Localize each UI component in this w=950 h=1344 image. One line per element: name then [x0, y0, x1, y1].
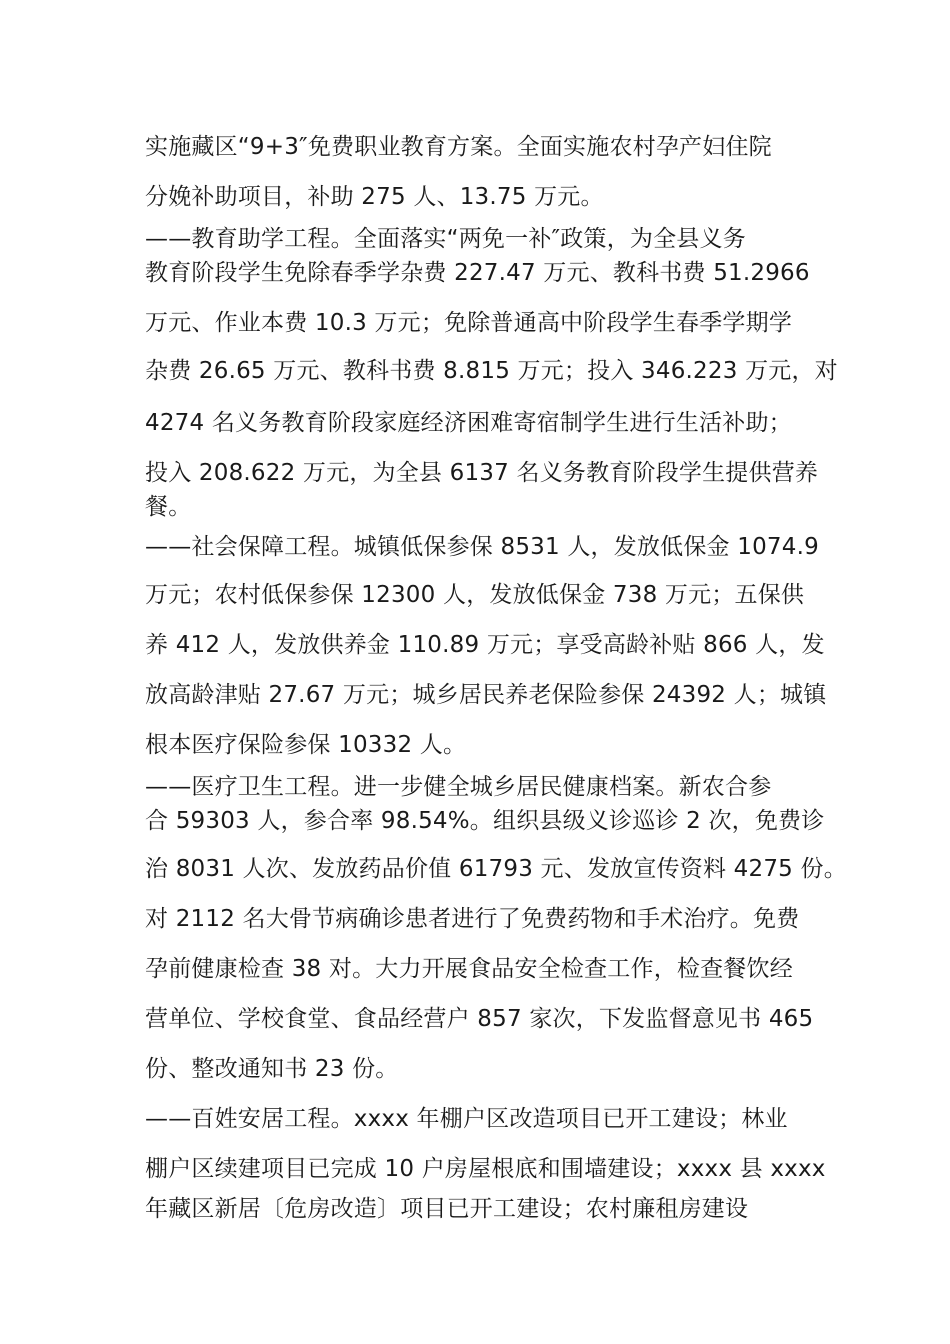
- text-line: 餐。: [145, 494, 192, 520]
- text-line: 棚户区续建项目已完成 10 户房屋根底和围墙建设；xxxx 县 xxxx: [145, 1156, 826, 1182]
- text-line: ——教育助学工程。全面落实“两免一补″政策，为全县义务: [145, 226, 746, 252]
- text-line: 万元、作业本费 10.3 万元；免除普通高中阶段学生春季学期学: [145, 310, 793, 336]
- text-line: 份、整改通知书 23 份。: [145, 1056, 399, 1082]
- text-line: 营单位、学校食堂、食品经营户 857 家次，下发监督意见书 465: [145, 1006, 814, 1032]
- text-line: 养 412 人，发放供养金 110.89 万元；享受高龄补贴 866 人，发: [145, 632, 825, 658]
- text-line: ——医疗卫生工程。进一步健全城乡居民健康档案。新农合参: [145, 774, 772, 800]
- text-line: 投入 208.622 万元，为全县 6137 名义务教育阶段学生提供营养: [145, 460, 819, 486]
- text-line: ——社会保障工程。城镇低保参保 8531 人，发放低保金 1074.9: [145, 534, 819, 560]
- text-line: 杂费 26.65 万元、教科书费 8.815 万元；投入 346.223 万元，对: [145, 358, 838, 384]
- text-line: 孕前健康检查 38 对。大力开展食品安全检查工作，检查餐饮经: [145, 956, 793, 982]
- text-line: 合 59303 人，参合率 98.54%。组织县级义诊巡诊 2 次，免费诊: [145, 808, 825, 834]
- text-line: 年藏区新居〔危房改造〕项目已开工建设；农村廉租房建设: [145, 1196, 749, 1222]
- text-line: 对 2112 名大骨节病确诊患者进行了免费药物和手术治疗。免费: [145, 906, 800, 932]
- text-line: 治 8031 人次、发放药品价值 61793 元、发放宣传资料 4275 份。: [145, 856, 847, 882]
- text-line: 教育阶段学生免除春季学杂费 227.47 万元、教科书费 51.2966: [145, 260, 810, 286]
- text-line: 4274 名义务教育阶段家庭经济困难寄宿制学生进行生活补助；: [145, 410, 792, 436]
- text-line: 根本医疗保险参保 10332 人。: [145, 732, 467, 758]
- text-line: 万元；农村低保参保 12300 人，发放低保金 738 万元；五保供: [145, 582, 805, 608]
- text-line: 放高龄津贴 27.67 万元；城乡居民养老保险参保 24392 人；城镇: [145, 682, 827, 708]
- text-line: ——百姓安居工程。xxxx 年棚户区改造项目已开工建设；林业: [145, 1106, 788, 1132]
- text-line: 实施藏区“9+3″免费职业教育方案。全面实施农村孕产妇住院: [145, 134, 772, 160]
- text-line: 分娩补助项目，补助 275 人、13.75 万元。: [145, 184, 604, 210]
